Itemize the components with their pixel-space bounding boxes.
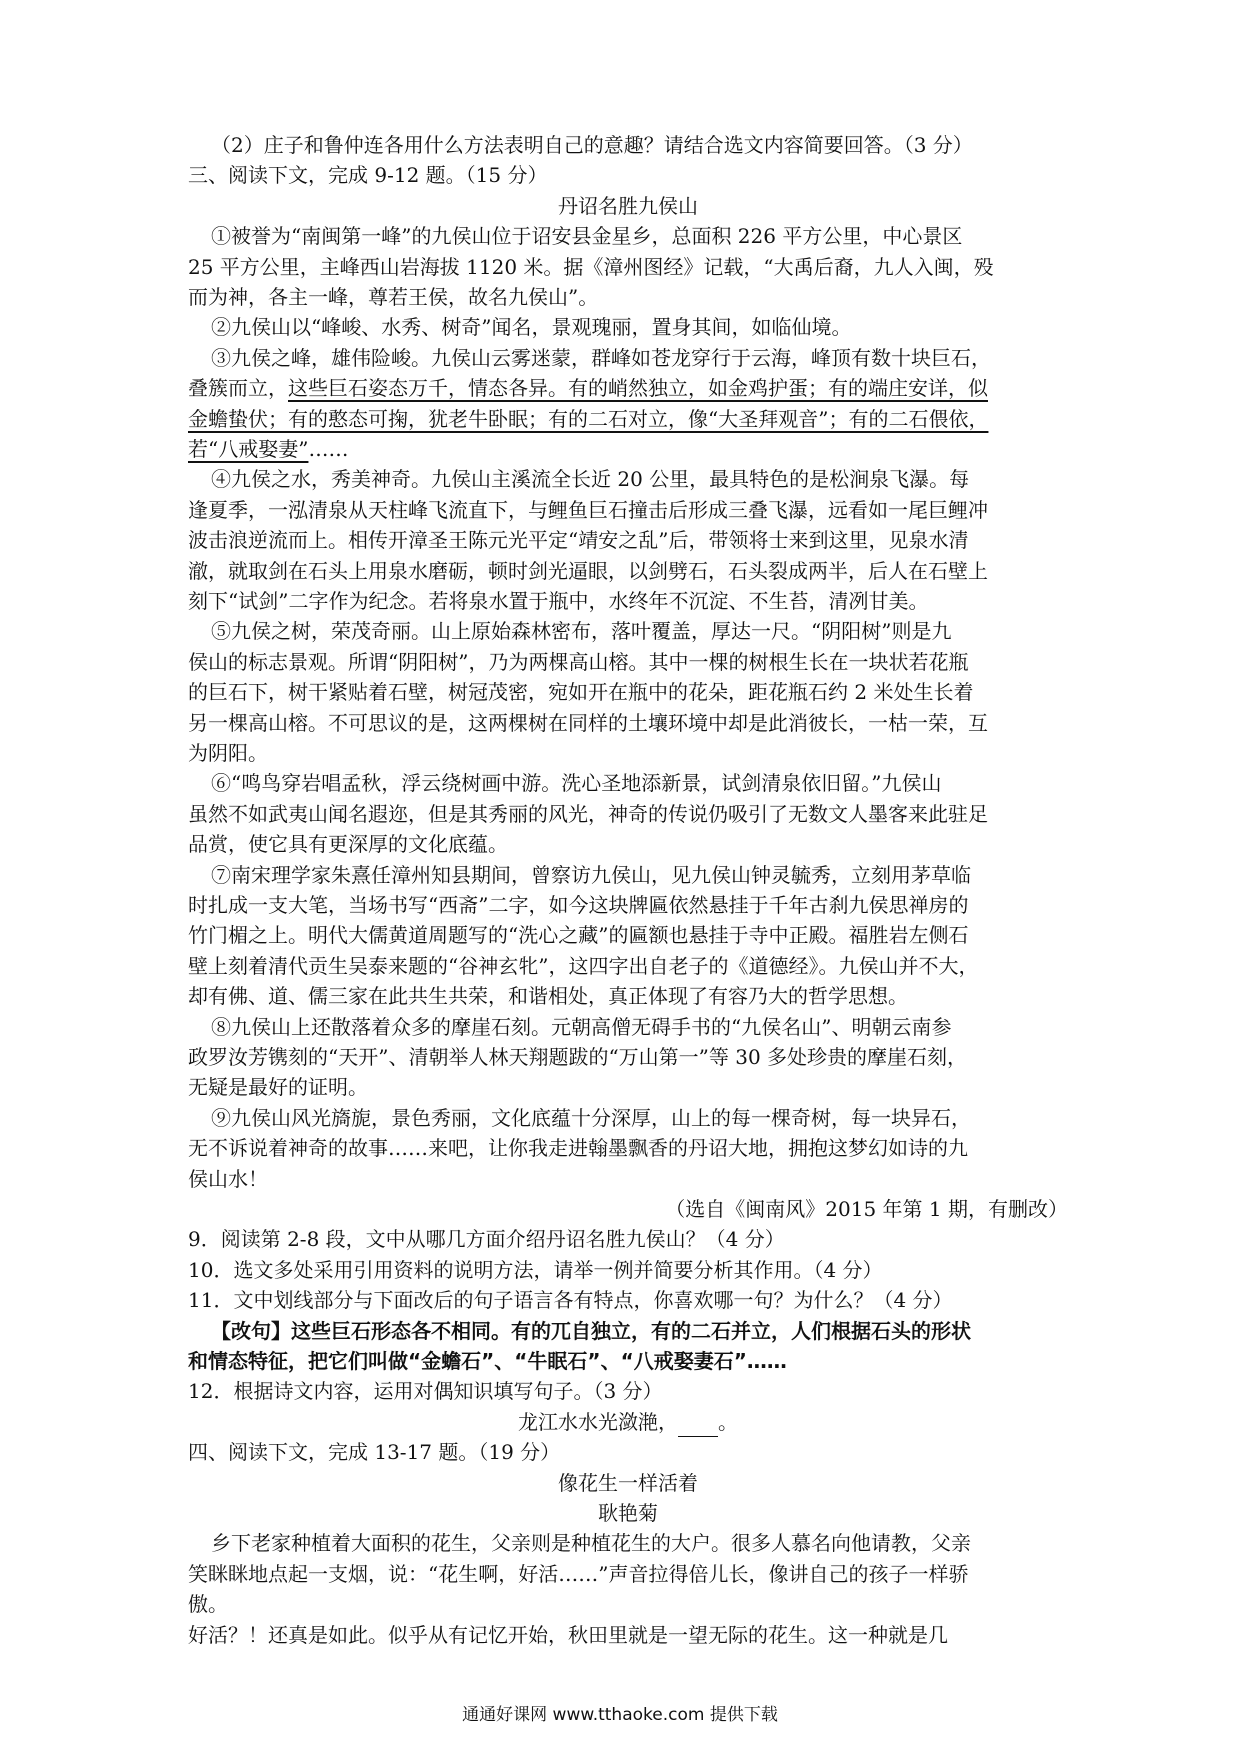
couplet-line: [188, 1407, 1068, 1437]
paragraph-line: 时扎成一支大笔，当场书写“西斋”二字，如今这块牌匾依然悬挂于千年古刹九侯思禅房的: [188, 893, 969, 917]
paragraph-line: 却有佛、道、儒三家在此共生共荣，和谐相处，真正体现了有容乃大的哲学思想。: [188, 984, 908, 1008]
paragraph-line: [188, 434, 1068, 464]
underlined-text: 这些巨石姿态万千，情态各异。有的峭然独立，如金鸡护蛋；有的端庄安详，似: [288, 376, 988, 400]
underlined-text: 若“八戒娶妻”: [188, 437, 309, 461]
paragraph-line: 澈，就取剑在石头上用泉水磨砺，顿时剑光逼眼，以剑劈石，石头裂成两半，后人在石壁上: [188, 559, 988, 583]
paragraph-line: ①被誉为“南闽第一峰”的九侯山位于诏安县金星乡，总面积 226 平方公里，中心景区: [211, 224, 963, 248]
couplet-first-half: 龙江水水光潋滟，: [518, 1410, 678, 1434]
paragraph-line: 而为神，各主一峰，尊若王侯，故名九侯山”。: [188, 285, 599, 309]
question-11: 11．文中划线部分与下面改后的句子语言各有特点，你喜欢哪一句？为什么？（4 分）: [188, 1288, 953, 1312]
source-citation: （选自《闽南风》2015 年第 1 期，有删改）: [665, 1197, 1068, 1221]
paragraph-line: 无不诉说着神奇的故事……来吧，让你我走进翰墨飘香的丹诏大地，拥抱这梦幻如诗的九: [188, 1136, 968, 1160]
paragraph-line: [188, 373, 1068, 403]
paragraph-line: 侯山水！: [188, 1167, 268, 1191]
paragraph-line: 刻下“试剑”二字作为纪念。若将泉水置于瓶中，水终年不沉淀、不生苔，清冽甘美。: [188, 589, 929, 613]
page-footer: 通通好课网 www.tthaoke.com 提供下载: [462, 1705, 778, 1725]
plain-text: 叠簇而立，: [188, 376, 288, 400]
article-title: 像花生一样活着: [558, 1471, 698, 1495]
paragraph-line: 无疑是最好的证明。: [188, 1075, 368, 1099]
question-12: 12．根据诗文内容，运用对偶知识填写句子。（3 分）: [188, 1379, 663, 1403]
couplet-period: 。: [718, 1410, 738, 1434]
plain-text: ……: [308, 437, 349, 461]
paragraph-line: 好活？！还真是如此。似乎从有记忆开始，秋田里就是一望无际的花生。这一种就是几: [188, 1623, 948, 1647]
paragraph-line: ⑧九侯山上还散落着众多的摩崖石刻。元朝高僧无碍手书的“九侯名山”、明朝云南参: [211, 1015, 952, 1039]
paragraph-line: 25 平方公里，主峰西山岩海拔 1120 米。据《漳州图经》记载，“大禹后裔，九人入闽，殁: [188, 255, 994, 279]
paragraph-line: 逢夏季，一泓清泉从天柱峰飞流直下，与鲤鱼巨石撞击后形成三叠飞瀑，远看如一尾巨鲤冲: [188, 498, 988, 522]
revised-sentence: 【改句】这些巨石形态各不相同。有的兀自独立，有的二石并立，人们根据石头的形状: [211, 1319, 971, 1343]
article-author: 耿艳菊: [598, 1501, 658, 1525]
paragraph-line: 为阴阳。: [188, 741, 268, 765]
paragraph-line: ⑨九侯山风光旖旎，景色秀丽，文化底蕴十分深厚，山上的每一棵奇树，每一块异石，: [211, 1106, 971, 1130]
question-8-2: （2）庄子和鲁仲连各用什么方法表明自己的意趣？请结合选文内容简要回答。（3 分）: [211, 133, 973, 157]
paragraph-line: 笑眯眯地点起一支烟，说：“花生啊，好活……”声音拉得倍儿长，像讲自己的孩子一样骄: [188, 1562, 969, 1586]
revised-sentence: 和情态特征，把它们叫做“金蟾石”、“牛眠石”、“八戒娶妻石”……: [188, 1349, 787, 1373]
paragraph-line: ⑤九侯之树，荣茂奇丽。山上原始森林密布，落叶覆盖，厚达一尺。“阴阳树”则是九: [211, 619, 952, 643]
paragraph-line: 傲。: [188, 1592, 228, 1616]
paragraph-line: ②九侯山以“峰峻、水秀、树奇”闻名，景观瑰丽，置身其间，如临仙境。: [211, 315, 852, 339]
question-10: 10．选文多处采用引用资料的说明方法，请举一例并简要分析其作用。（4 分）: [188, 1258, 883, 1282]
question-9: 9．阅读第 2-8 段，文中从哪几方面介绍丹诏名胜九侯山？（4 分）: [188, 1227, 785, 1251]
answer-blank[interactable]: [678, 1416, 718, 1437]
underlined-line: 金蟾蛰伏；有的憨态可掬，犹老牛卧眠；有的二石对立，像“大圣拜观音”；有的二石偎依，: [188, 407, 989, 431]
paragraph-line: 竹门楣之上。明代大儒黄道周题写的“洗心之藏”的匾额也悬挂于寺中正殿。福胜岩左侧石: [188, 923, 969, 947]
article-title: 丹诏名胜九侯山: [558, 194, 698, 218]
paragraph-line: ③九侯之峰，雄伟险峻。九侯山云雾迷蒙，群峰如苍龙穿行于云海，峰顶有数十块巨石，: [211, 346, 991, 370]
paragraph-line: 波击浪逆流而上。相传开漳圣王陈元光平定“靖安之乱”后，带领将士来到这里，见泉水清: [188, 528, 969, 552]
paragraph-line: 虽然不如武夷山闻名遐迩，但是其秀丽的风光，神奇的传说仍吸引了无数文人墨客来此驻足: [188, 802, 988, 826]
paragraph-line: ⑦南宋理学家朱熹任漳州知县期间，曾察访九侯山，见九侯山钟灵毓秀，立刻用茅草临: [211, 863, 971, 887]
paragraph-line: 壁上刻着清代贡生吴泰来题的“谷神玄牝”，这四字出自老子的《道德经》。九侯山并不大，: [188, 954, 979, 978]
paragraph-line: 另一棵高山榕。不可思议的是，这两棵树在同样的土壤环境中却是此消彼长，一枯一荣，互: [188, 711, 988, 735]
paragraph-line: ④九侯之水，秀美神奇。九侯山主溪流全长近 20 公里，最具特色的是松涧泉飞瀑。每: [211, 467, 970, 491]
paragraph-line: 政罗汝芳镌刻的“天开”、清朝举人林天翔题跋的“万山第一”等 30 多处珍贵的摩崖石刻，: [188, 1045, 968, 1069]
paragraph-line: ⑥“鸣鸟穿岩唱孟秋，浮云绕树画中游。洗心圣地添新景，试剑清泉依旧留。”九侯山: [211, 771, 942, 795]
section-3-heading: 三、阅读下文，完成 9-12 题。（15 分）: [188, 163, 548, 187]
paragraph-line: 的巨石下，树干紧贴着石壁，树冠茂密，宛如开在瓶中的花朵，距花瓶石约 2 米处生长着: [188, 680, 974, 704]
paragraph-line: 乡下老家种植着大面积的花生，父亲则是种植花生的大户。很多人慕名向他请教，父亲: [211, 1531, 971, 1555]
section-4-heading: 四、阅读下文，完成 13-17 题。（19 分）: [188, 1440, 561, 1464]
paragraph-line: 品赏，使它具有更深厚的文化底蕴。: [188, 832, 508, 856]
paragraph-line: 侯山的标志景观。所谓“阴阳树”，乃为两棵高山榕。其中一棵的树根生长在一块状若花瓶: [188, 650, 969, 674]
